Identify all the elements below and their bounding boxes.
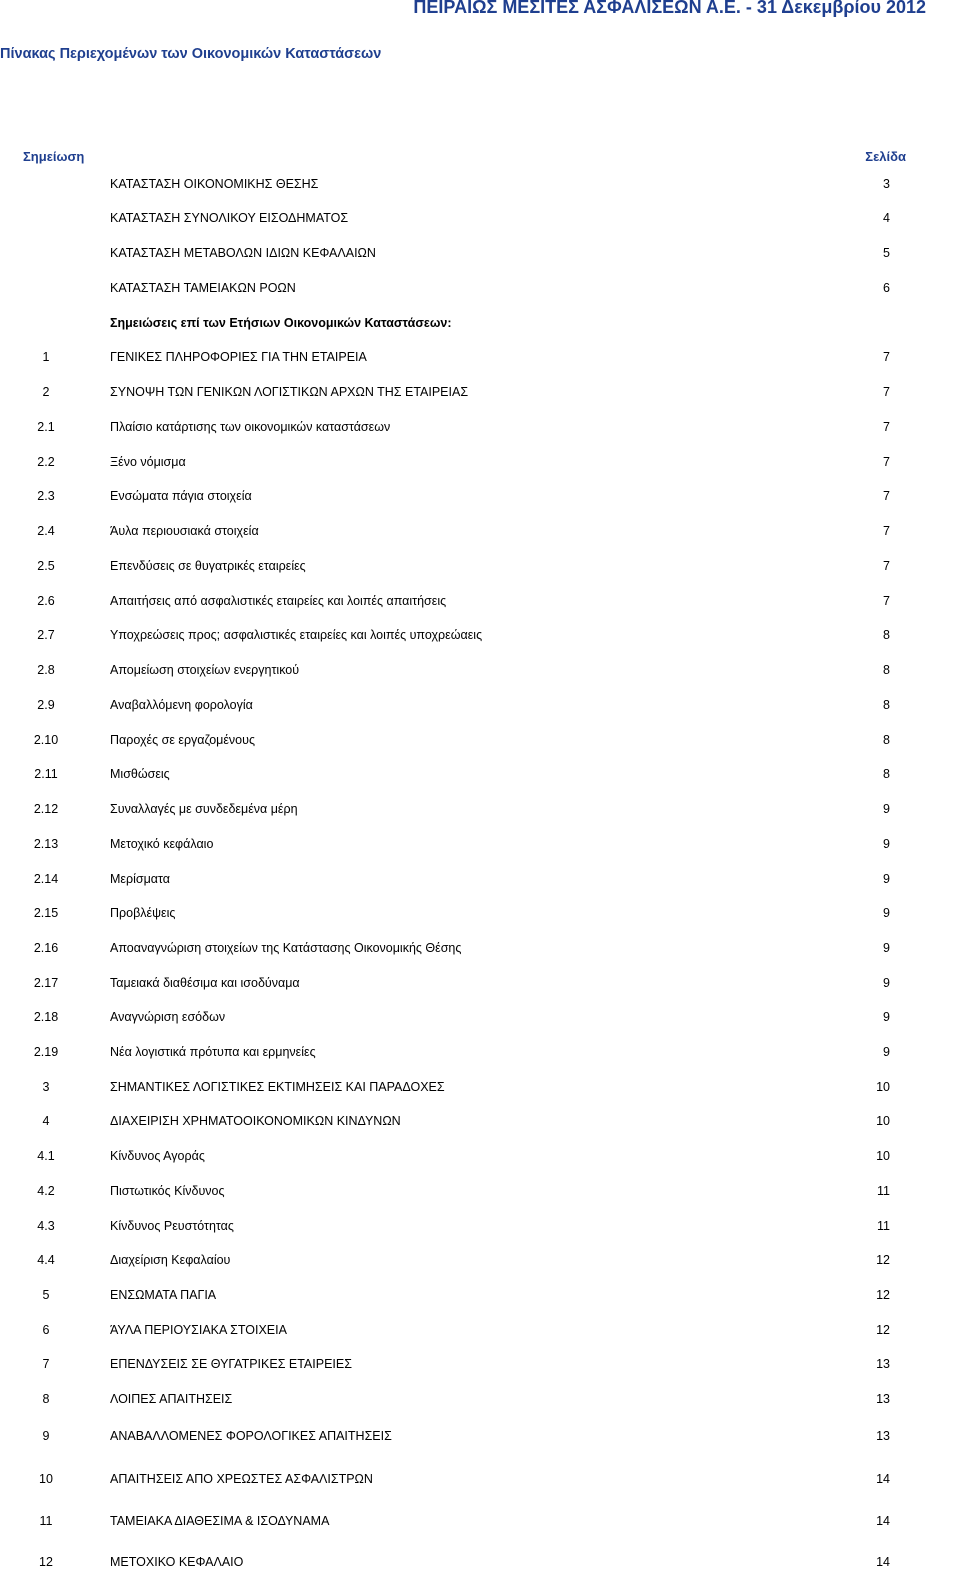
toc-page-number: 9 [883, 802, 890, 816]
toc-entry-title: ΑΠΑΙΤΗΣΕΙΣ ΑΠΟ ΧΡΕΩΣΤΕΣ ΑΣΦΑΛΙΣΤΡΩΝ [110, 1472, 373, 1486]
page-title: Πίνακας Περιεχομένων των Οικονομικών Καταστάσεων [0, 46, 382, 62]
toc-entry-title: Αποαναγνώριση στοιχείων της Κατάστασης Οικονομικής Θέσης [110, 941, 462, 955]
toc-row [0, 1042, 960, 1062]
toc-entry-title: Κίνδυνος Ρευστότητας [110, 1219, 234, 1233]
toc-page-number: 14 [876, 1555, 890, 1569]
toc-note-number: 2.12 [33, 802, 59, 816]
toc-page-number: 7 [883, 350, 890, 364]
toc-row [0, 625, 960, 645]
toc-entry-title: ΤΑΜΕΙΑΚΑ ΔΙΑΘΕΣΙΜΑ & ΙΣΟΔΥΝΑΜΑ [110, 1514, 330, 1528]
toc-row [0, 208, 960, 228]
toc-row [0, 521, 960, 541]
toc-page-number: 12 [876, 1288, 890, 1302]
toc-entry-title: Απομείωση στοιχείων ενεργητικού [110, 663, 300, 677]
toc-page-number: 4 [883, 211, 890, 225]
column-header-note: Σημείωση [23, 149, 85, 164]
toc-page-number: 10 [876, 1114, 890, 1128]
toc-section-heading: Σημειώσεις επί των Ετήσιων Οικονομικών Καταστάσεων: [110, 316, 452, 330]
toc-row [0, 1511, 960, 1531]
toc-entry-title: ΕΠΕΝΔΥΣΕΙΣ ΣΕ ΘΥΓΑΤΡΙΚΕΣ ΕΤΑΙΡΕΙΕΣ [110, 1357, 352, 1371]
toc-row [0, 1146, 960, 1166]
toc-entry-title: ΑΝΑΒΑΛΛΟΜΕΝΕΣ ΦΟΡΟΛΟΓΙΚΕΣ ΑΠΑΙΤΗΣΕΙΣ [110, 1429, 392, 1443]
toc-row [0, 1077, 960, 1097]
toc-note-number: 2 [42, 385, 50, 399]
toc-page-number: 13 [876, 1357, 890, 1371]
toc-page-number: 13 [876, 1392, 890, 1406]
toc-note-number: 4.3 [37, 1219, 55, 1233]
toc-page-number: 8 [883, 628, 890, 642]
toc-entry-title: ΚΑΤΑΣΤΑΣΗ ΣΥΝΟΛΙΚΟΥ ΕΙΣΟΔΗΜΑΤΟΣ [110, 211, 349, 225]
toc-row [0, 903, 960, 923]
toc-row [0, 417, 960, 437]
toc-row [0, 1111, 960, 1131]
toc-entry-title: ΔΙΑΧΕΙΡΙΣΗ ΧΡΗΜΑΤΟΟΙΚΟΝΟΜΙΚΩΝ ΚΙΝΔΥΝΩΝ [110, 1114, 401, 1128]
toc-page-number: 9 [883, 976, 890, 990]
toc-page-number: 8 [883, 698, 890, 712]
toc-row [0, 313, 960, 333]
toc-note-number: 2.5 [37, 559, 55, 573]
toc-entry-title: Ξένο νόμισμα [110, 455, 186, 469]
toc-note-number: 4.1 [37, 1149, 55, 1163]
toc-entry-title: Πλαίσιο κατάρτισης των οικονομικών καταστάσεων [110, 420, 391, 434]
toc-note-number: 4 [42, 1114, 50, 1128]
toc-row [0, 869, 960, 889]
toc-note-number: 2.4 [37, 524, 55, 538]
toc-row [0, 243, 960, 263]
toc-note-number: 2.11 [34, 767, 58, 781]
toc-entry-title: ΣΗΜΑΝΤΙΚΕΣ ΛΟΓΙΣΤΙΚΕΣ ΕΚΤΙΜΗΣΕΙΣ ΚΑΙ ΠΑΡΑΔΟΧΕΣ [110, 1080, 445, 1094]
toc-note-number: 10 [39, 1472, 53, 1486]
toc-note-number: 8 [42, 1392, 50, 1406]
toc-note-number: 11 [39, 1514, 53, 1528]
toc-row [0, 1426, 960, 1446]
toc-entry-title: Παροχές σε εργαζομένους [110, 733, 255, 747]
toc-row [0, 1389, 960, 1409]
toc-note-number: 6 [42, 1323, 50, 1337]
toc-page-number: 7 [883, 594, 890, 608]
toc-row [0, 799, 960, 819]
toc-row [0, 1216, 960, 1236]
toc-entry-title: Υποχρεώσεις προς; ασφαλιστικές εταιρείες και λοιπές υποχρεώαεις [110, 628, 483, 642]
toc-entry-title: ΕΝΣΩΜΑΤΑ ΠΑΓΙΑ [110, 1288, 217, 1302]
toc-note-number: 2.10 [33, 733, 59, 747]
toc-row [0, 347, 960, 367]
toc-entry-title: Άυλα περιουσιακά στοιχεία [110, 524, 259, 538]
toc-row [0, 1320, 960, 1340]
toc-entry-title: Νέα λογιστικά πρότυπα και ερμηνείες [110, 1045, 316, 1059]
toc-page-number: 12 [876, 1253, 890, 1267]
toc-page-number: 13 [876, 1429, 890, 1443]
toc-page-number: 7 [883, 524, 890, 538]
toc-row [0, 278, 960, 298]
toc-note-number: 2.18 [33, 1010, 59, 1024]
toc-note-number: 12 [39, 1555, 53, 1569]
toc-note-number: 4.4 [37, 1253, 55, 1267]
document-header: ΠΕΙΡΑΙΩΣ ΜΕΣΙΤΕΣ ΑΣΦΑΛΙΣΕΩΝ Α.Ε. - 31 Δεκεμβρίου 2012 [413, 0, 926, 17]
toc-page-number: 10 [876, 1149, 890, 1163]
toc-page-number: 11 [877, 1219, 890, 1233]
toc-row [0, 174, 960, 194]
toc-row [0, 382, 960, 402]
toc-note-number: 2.16 [33, 941, 59, 955]
toc-row [0, 660, 960, 680]
toc-entry-title: Ταμειακά διαθέσιμα και ισοδύναμα [110, 976, 300, 990]
toc-entry-title: Αναβαλλόμενη φορολογία [110, 698, 253, 712]
toc-page-number: 7 [883, 385, 890, 399]
toc-entry-title: Μετοχικό κεφάλαιο [110, 837, 214, 851]
toc-row [0, 556, 960, 576]
toc-page-number: 8 [883, 733, 890, 747]
toc-note-number: 2.3 [37, 489, 55, 503]
toc-row [0, 834, 960, 854]
toc-note-number: 1 [42, 350, 50, 364]
toc-row [0, 486, 960, 506]
column-header-page: Σελίδα [865, 149, 906, 164]
toc-note-number: 2.9 [37, 698, 55, 712]
toc-entry-title: Προβλέψεις [110, 906, 176, 920]
toc-page-number: 5 [883, 246, 890, 260]
toc-note-number: 2.6 [37, 594, 55, 608]
toc-entry-title: Πιστωτικός Κίνδυνος [110, 1184, 225, 1198]
toc-page-number: 12 [876, 1323, 890, 1337]
toc-row [0, 973, 960, 993]
toc-note-number: 2.1 [37, 420, 55, 434]
toc-row [0, 1285, 960, 1305]
toc-page-number: 7 [883, 420, 890, 434]
toc-entry-title: ΓΕΝΙΚΕΣ ΠΛΗΡΟΦΟΡΙΕΣ ΓΙΑ ΤΗΝ ΕΤΑΙΡΕΙΑ [110, 350, 367, 364]
toc-note-number: 9 [42, 1429, 50, 1443]
toc-entry-title: Αναγνώριση εσόδων [110, 1010, 226, 1024]
toc-page-number: 14 [876, 1472, 890, 1486]
toc-row [0, 1007, 960, 1027]
toc-page-number: 9 [883, 872, 890, 886]
toc-row [0, 1354, 960, 1374]
toc-entry-title: Επενδύσεις σε θυγατρικές εταιρείες [110, 559, 306, 573]
toc-note-number: 2.19 [33, 1045, 59, 1059]
toc-entry-title: ΆΥΛΑ ΠΕΡΙΟΥΣΙΑΚΑ ΣΤΟΙΧΕΙΑ [110, 1323, 287, 1337]
toc-entry-title: Μισθώσεις [110, 767, 170, 781]
toc-entry-title: ΛΟΙΠΕΣ ΑΠΑΙΤΗΣΕΙΣ [110, 1392, 233, 1406]
toc-page-number: 11 [877, 1184, 890, 1198]
toc-row [0, 591, 960, 611]
toc-note-number: 2.8 [37, 663, 55, 677]
toc-page-number: 9 [883, 1010, 890, 1024]
toc-row [0, 1469, 960, 1489]
toc-page-number: 7 [883, 559, 890, 573]
toc-entry-title: ΣΥΝΟΨΗ ΤΩΝ ΓΕΝΙΚΩΝ ΛΟΓΙΣΤΙΚΩΝ ΑΡΧΩΝ ΤΗΣ ΕΤΑΙΡΕΙΑΣ [110, 385, 469, 399]
toc-page-number: 9 [883, 1045, 890, 1059]
toc-note-number: 2.2 [37, 455, 55, 469]
toc-row [0, 938, 960, 958]
toc-entry-title: ΚΑΤΑΣΤΑΣΗ ΤΑΜΕΙΑΚΩΝ ΡΟΩΝ [110, 281, 296, 295]
toc-page-number: 10 [876, 1080, 890, 1094]
toc-page-number: 7 [883, 455, 890, 469]
toc-note-number: 3 [42, 1080, 50, 1094]
toc-entry-title: Συναλλαγές με συνδεδεμένα μέρη [110, 802, 298, 816]
toc-note-number: 2.15 [33, 906, 59, 920]
toc-row [0, 452, 960, 472]
toc-note-number: 2.13 [33, 837, 59, 851]
toc-entry-title: ΚΑΤΑΣΤΑΣΗ ΟΙΚΟΝΟΜΙΚΗΣ ΘΕΣΗΣ [110, 177, 319, 191]
toc-row [0, 730, 960, 750]
toc-entry-title: Διαχείριση Κεφαλαίου [110, 1253, 231, 1267]
toc-page-number: 7 [883, 489, 890, 503]
toc-page-number: 9 [883, 837, 890, 851]
toc-note-number: 5 [42, 1288, 50, 1302]
toc-page-number: 8 [883, 663, 890, 677]
toc-note-number: 2.7 [37, 628, 55, 642]
toc-entry-title: ΚΑΤΑΣΤΑΣΗ ΜΕΤΑΒΟΛΩΝ ΙΔΙΩΝ ΚΕΦΑΛΑΙΩΝ [110, 246, 376, 260]
toc-row [0, 1181, 960, 1201]
toc-page-number: 6 [883, 281, 890, 295]
toc-entry-title: ΜΕΤΟΧΙΚΟ ΚΕΦΑΛΑΙΟ [110, 1555, 244, 1569]
toc-entry-title: Απαιτήσεις από ασφαλιστικές εταιρείες και λοιπές απαιτήσεις [110, 594, 447, 608]
toc-row [0, 1552, 960, 1572]
toc-entry-title: Ενσώματα πάγια στοιχεία [110, 489, 252, 503]
toc-page-number: 3 [883, 177, 890, 191]
toc-page-number: 14 [876, 1514, 890, 1528]
toc-row [0, 764, 960, 784]
toc-page-number: 9 [883, 906, 890, 920]
toc-row [0, 1250, 960, 1270]
toc-note-number: 2.17 [33, 976, 59, 990]
toc-entry-title: Κίνδυνος Αγοράς [110, 1149, 205, 1163]
toc-page-number: 9 [883, 941, 890, 955]
toc-note-number: 4.2 [37, 1184, 55, 1198]
toc-note-number: 2.14 [33, 872, 59, 886]
toc-page-number: 8 [883, 767, 890, 781]
toc-row [0, 695, 960, 715]
toc-note-number: 7 [42, 1357, 50, 1371]
toc-entry-title: Μερίσματα [110, 872, 171, 886]
